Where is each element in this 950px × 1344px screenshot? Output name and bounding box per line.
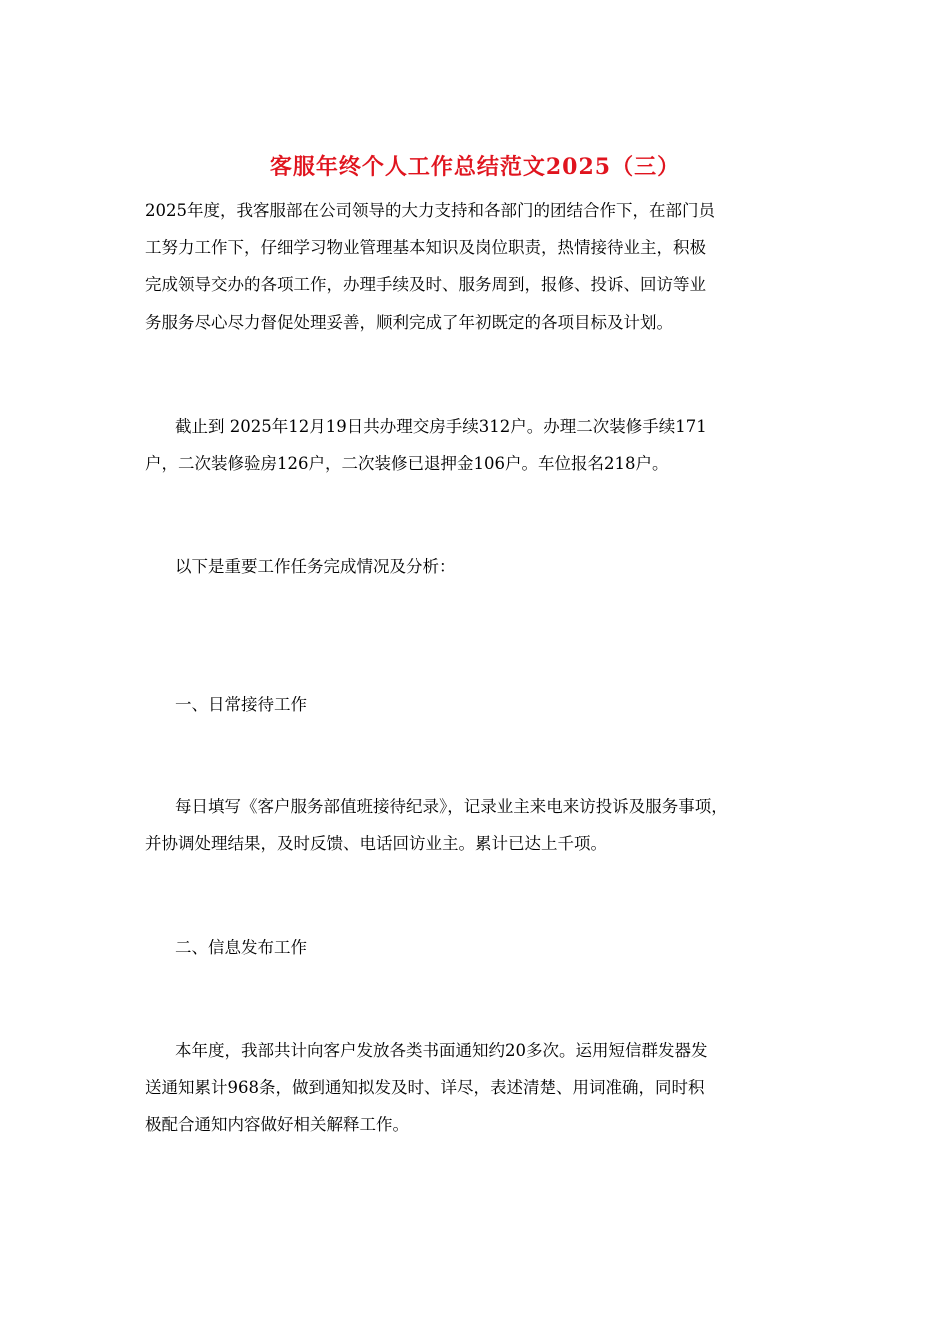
intro-line-1: 2025年度，我客服部在公司领导的大力支持和各部门的团结合作下，在部门员 (145, 201, 715, 220)
section-2-line-2: 送通知累计968条，做到通知拟发及时、详尽，表述清楚、用词准确，同时积 (145, 1078, 705, 1097)
section-1-heading: 一、日常接待工作 (175, 695, 307, 714)
section-2-line-3: 极配合通知内容做好相关解释工作。 (145, 1115, 409, 1134)
document-title: 客服年终个人工作总结范文2025（三） (269, 154, 681, 180)
section-2-line-1: 本年度，我部共计向客户发放各类书面通知约20多次。运用短信群发器发 (175, 1041, 708, 1060)
intro-line-2: 工努力工作下，仔细学习物业管理基本知识及岗位职责，热情接待业主，积极 (145, 238, 706, 257)
stats-line-1: 截止到 2025年12月19日共办理交房手续312户。办理二次装修手续171 (175, 417, 707, 436)
intro-line-4: 务服务尽心尽力督促处理妥善，顺利完成了年初既定的各项目标及计划。 (145, 313, 673, 332)
section-2-heading: 二、信息发布工作 (175, 938, 307, 957)
intro-line-3: 完成领导交办的各项工作，办理手续及时、服务周到，报修、投诉、回访等业 (145, 275, 706, 294)
stats-line-2: 户，二次装修验房126户，二次装修已退押金106户。车位报名218户。 (145, 454, 669, 473)
section-1-line-2: 并协调处理结果，及时反馈、电话回访业主。累计已达上千项。 (145, 834, 607, 853)
section-1-line-1: 每日填写《客户服务部值班接待纪录》，记录业主来电来访投诉及服务事项， (175, 797, 728, 816)
summary-lead: 以下是重要工作任务完成情况及分析： (175, 557, 456, 576)
